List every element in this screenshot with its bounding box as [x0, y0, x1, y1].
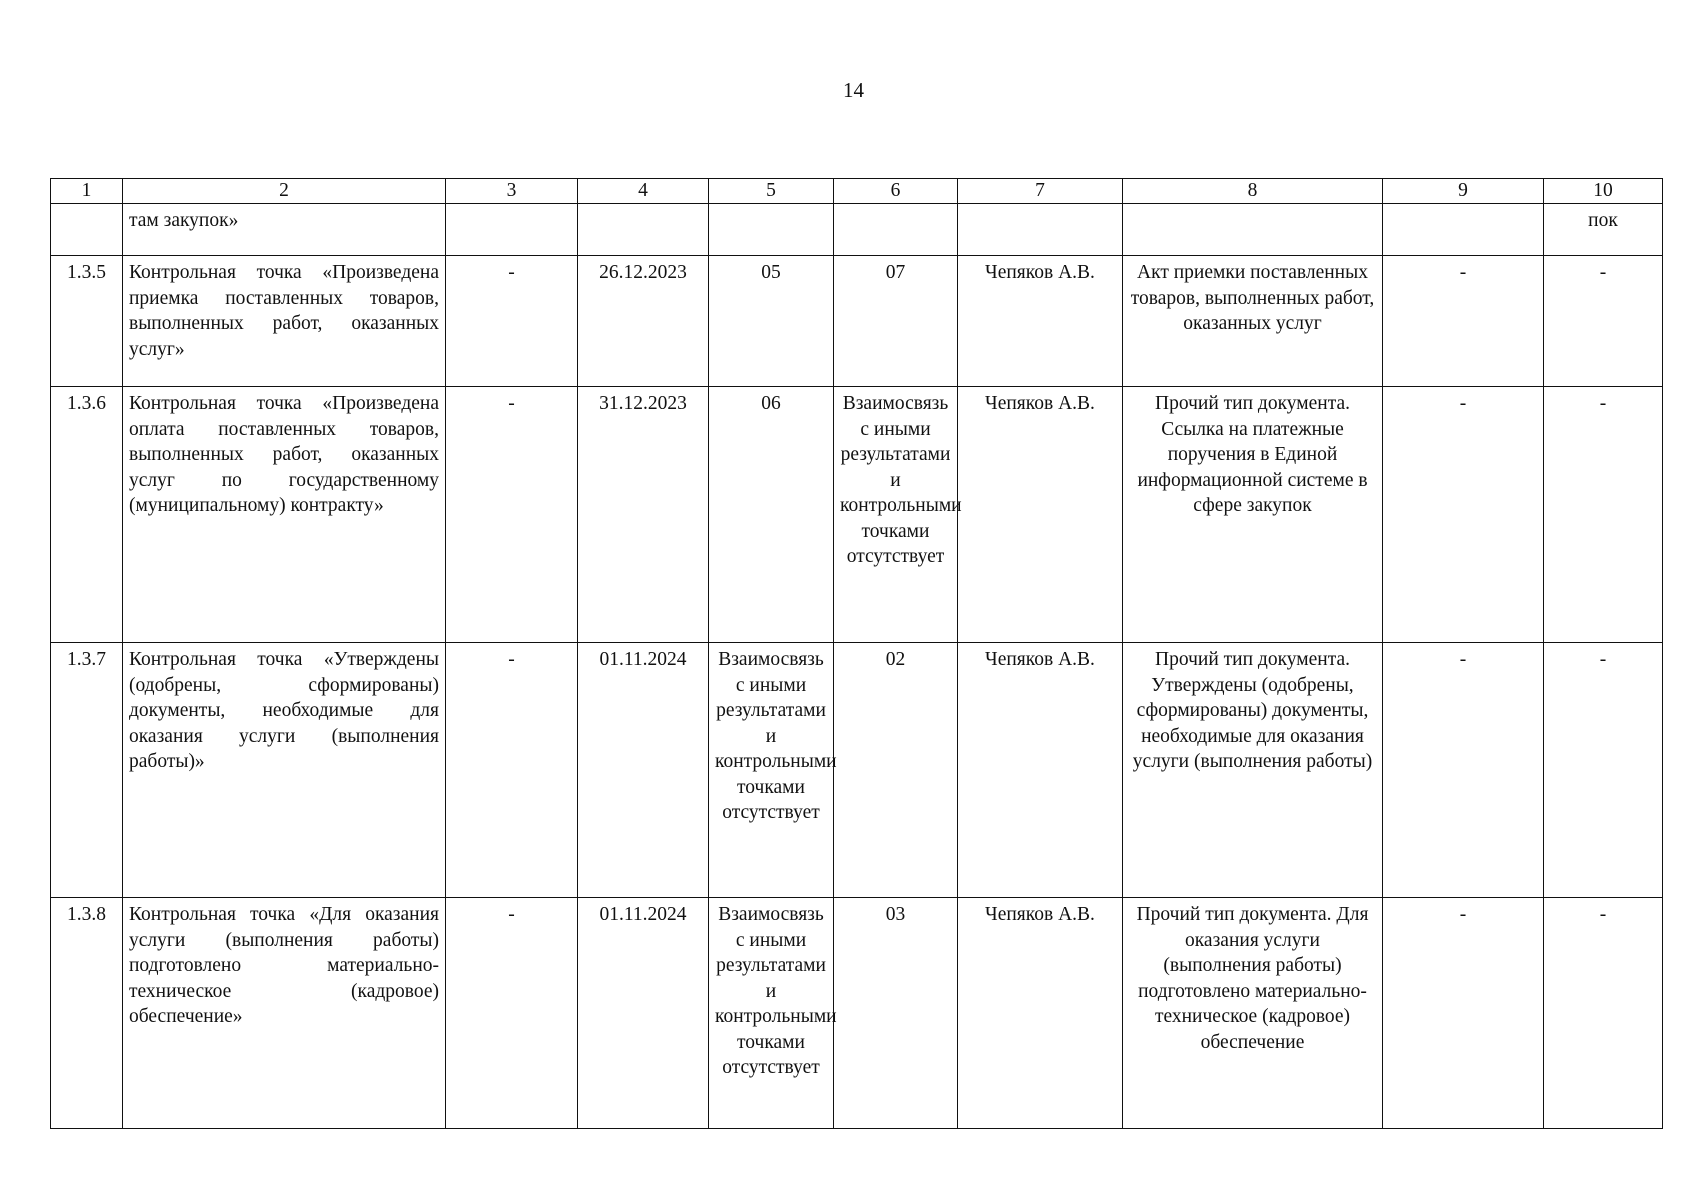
table-row — [51, 898, 1663, 1129]
cell-date — [578, 204, 709, 256]
cell-col10: - — [1544, 643, 1663, 898]
cell-name: Контрольная точка «Утверждены (одобрены, сформированы) документы, необходимые для оказания услуги (выполнения работы)» — [123, 643, 446, 898]
cell-document: Прочий тип документа. Утверждены (одобрены, сформированы) документы, необходимые для оказания услуги (выполнения работы) — [1123, 643, 1383, 898]
control-points-table — [50, 178, 1663, 1129]
column-header: 5 — [709, 179, 834, 204]
cell-col6 — [834, 204, 958, 256]
cell-number — [51, 204, 123, 256]
column-header: 1 — [51, 179, 123, 204]
cell-col10: - — [1544, 387, 1663, 643]
cell-document: Прочий тип документа. Ссылка на платежные поручения в Единой информационной системе в сфере закупок — [1123, 387, 1383, 643]
table-row — [51, 256, 1663, 387]
cell-number: 1.3.5 — [51, 256, 123, 387]
cell-name: Контрольная точка «Для оказания услуги (выполнения работы) подготовлено материально-техническое (кадровое) обеспечение» — [123, 898, 446, 1129]
column-number-row — [51, 179, 1663, 204]
column-header: 3 — [446, 179, 578, 204]
cell-col3: - — [446, 256, 578, 387]
cell-col5: 06 — [709, 387, 834, 643]
cell-responsible: Чепяков А.В. — [958, 898, 1123, 1129]
cell-col3: - — [446, 387, 578, 643]
cell-col6: 07 — [834, 256, 958, 387]
table-row — [51, 387, 1663, 643]
cell-col9: - — [1383, 643, 1544, 898]
cell-number: 1.3.6 — [51, 387, 123, 643]
cell-name: Контрольная точка «Произведена приемка поставленных товаров, выполненных работ, оказанных услуг» — [123, 256, 446, 387]
cell-col10: - — [1544, 898, 1663, 1129]
table-row — [51, 643, 1663, 898]
column-header: 4 — [578, 179, 709, 204]
column-header: 2 — [123, 179, 446, 204]
cell-responsible: Чепяков А.В. — [958, 643, 1123, 898]
cell-col9: - — [1383, 898, 1544, 1129]
cell-col10: пок — [1544, 204, 1663, 256]
cell-col6: 03 — [834, 898, 958, 1129]
column-header: 6 — [834, 179, 958, 204]
cell-col5: 05 — [709, 256, 834, 387]
column-header: 8 — [1123, 179, 1383, 204]
cell-col5: Взаимосвязь с иными результатами и контрольными точками отсутствует — [709, 898, 834, 1129]
cell-responsible: Чепяков А.В. — [958, 256, 1123, 387]
cell-col9 — [1383, 204, 1544, 256]
continuation-row — [51, 204, 1663, 256]
cell-document — [1123, 204, 1383, 256]
cell-col9: - — [1383, 387, 1544, 643]
cell-date: 26.12.2023 — [578, 256, 709, 387]
cell-responsible: Чепяков А.В. — [958, 387, 1123, 643]
cell-document: Прочий тип документа. Для оказания услуги (выполнения работы) подготовлено материально-техническое (кадровое) обеспечение — [1123, 898, 1383, 1129]
page-number: 14 — [843, 78, 864, 102]
cell-col9: - — [1383, 256, 1544, 387]
cell-number: 1.3.8 — [51, 898, 123, 1129]
cell-document: Акт приемки поставленных товаров, выполненных работ, оказанных услуг — [1123, 256, 1383, 387]
cell-col6: 02 — [834, 643, 958, 898]
cell-number: 1.3.7 — [51, 643, 123, 898]
cell-col3: - — [446, 898, 578, 1129]
cell-col6: Взаимосвязь с иными результатами и контрольными точками отсутствует — [834, 387, 958, 643]
cell-responsible — [958, 204, 1123, 256]
cell-col5 — [709, 204, 834, 256]
column-header: 9 — [1383, 179, 1544, 204]
cell-col5: Взаимосвязь с иными результатами и контрольными точками отсутствует — [709, 643, 834, 898]
cell-col3 — [446, 204, 578, 256]
cell-date: 01.11.2024 — [578, 643, 709, 898]
cell-date: 31.12.2023 — [578, 387, 709, 643]
column-header: 7 — [958, 179, 1123, 204]
cell-col3: - — [446, 643, 578, 898]
cell-col10: - — [1544, 256, 1663, 387]
cell-date: 01.11.2024 — [578, 898, 709, 1129]
column-header: 10 — [1544, 179, 1663, 204]
cell-name: Контрольная точка «Произведена оплата поставленных товаров, выполненных работ, оказанных услуг по государственному (муниципальному) контракту» — [123, 387, 446, 643]
cell-name: там закупок» — [123, 204, 446, 256]
